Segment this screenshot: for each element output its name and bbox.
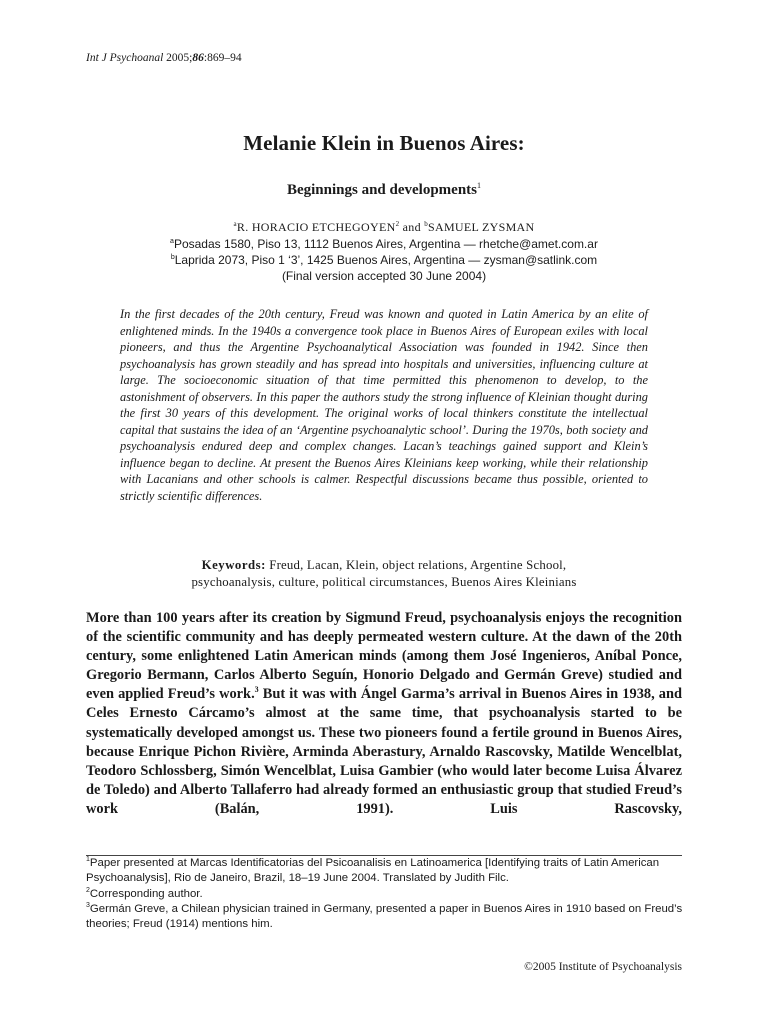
affiliation-text: Posadas 1580, Piso 13, 1112 Buenos Aires, Argentina — rhetche@amet.com.ar	[173, 237, 598, 251]
author-line	[0, 220, 768, 235]
journal-year: 2005;	[166, 52, 193, 64]
author-name: SAMUEL ZYSMAN	[428, 220, 535, 234]
footnote-marker: 3	[86, 902, 90, 910]
copyright-notice: ©2005 Institute of Psychoanalysis	[524, 961, 682, 973]
footnote-marker: 3	[254, 685, 259, 695]
accepted-date: (Final version accepted 30 June 2004)	[281, 269, 487, 283]
journal-pages: :869–94	[203, 52, 242, 64]
affiliation-b	[0, 253, 768, 267]
footnote-marker: 1	[86, 856, 90, 864]
journal-citation	[86, 52, 242, 64]
affiliation-text: Laprida 2073, Piso 1 ‘3’, 1425 Buenos Aires, Argentina — zysman@satlink.com	[174, 253, 598, 267]
author-name: R. HORACIO ETCHEGOYEN	[236, 220, 396, 234]
keywords-line-1	[0, 558, 768, 573]
article-title: Melanie Klein in Buenos Aires:	[243, 131, 525, 155]
journal-volume: 86	[192, 52, 204, 64]
affiliation-marker: b	[170, 254, 175, 261]
footnote-2	[86, 887, 686, 902]
article-subtitle	[0, 181, 768, 199]
affiliation-marker: b	[424, 220, 429, 228]
author-conjunction: and	[399, 220, 425, 234]
footnote-marker: 2	[395, 220, 400, 228]
footnote-3	[86, 902, 686, 933]
keywords-label: Keywords:	[201, 558, 266, 572]
affiliation-a	[0, 237, 768, 251]
footnote-1	[86, 856, 686, 887]
body-paragraph	[86, 609, 682, 819]
footnote-text: Germán Greve, a Chilean physician trained in Germany, presented a paper in Buenos Aires in 1910 based on Freud’s theories; Freud (1914) mentions him.	[86, 902, 683, 931]
body-text: But it was with Ángel Garma’s arrival in Buenos Aires in 1938, and Celes Ernesto Cárcamo’s almost at the same time, that psychoanalysis started to be systematically developed amongst us. These two pioneers found a fertile ground in Buenos Aires, because Enrique Pichon Rivière, Arminda Aberastury, Arnaldo Rascovsky, Matilde Wencelblat, Teodoro Schlossberg, Simón Wencelblat, Luisa Gambier (who would later become Luisa Álvarez de Toledo) and Alberto Tallaferro had already formed an enthusiastic group that studied Freud’s work (Balán, 1991). Luis Rascovsky,	[86, 686, 682, 817]
journal-name: Int J Psychoanal	[86, 52, 164, 64]
footnote-text: Corresponding author.	[89, 887, 203, 900]
abstract: In the first decades of the 20th century, Freud was known and quoted in Latin America by an elite of enlightened minds. In the 1940s a convergence took place in Buenos Aires of European exiles with local pioneers, and thus the Argentine Psychoanalytical Association was founded in 1942. Since then psychoanalysis has grown steadily and has spread into hospitals and universities, influencing culture at large. The socioeconomic situation of that time permitted this phenomenon to develop, to the astonishment of observers. In this paper the authors study the strong influence of Kleinian thought during the first 30 years of this development. The original works of local thinkers constitute the intellectual capital that sustains the idea of an ‘Argentine psychoanalytic school’. During the 1970s, both society and psychoanalysis endured deep and complex changes. Lacan’s teachings gained support and Klein’s influence began to decline. At present the Buenos Aires Kleinians keep working, while their relationship with Lacanians and other schools is calmer. Respectful discussions became thus possible, oriented to strictly scientific differences.	[120, 307, 648, 503]
footnote-text: Paper presented at Marcas Identificatorias del Psicoanalisis en Latinoamerica [Identifying traits of Latin American Psychoanalysis], Rio de Janeiro, Brazil, 18–19 June 2004. Translated by Judith Filc.	[86, 857, 660, 885]
keywords-text: Freud, Lacan, Klein, object relations, Argentine School,	[265, 558, 567, 572]
affiliation-marker: a	[233, 220, 237, 228]
footnote-marker: 1	[477, 181, 482, 190]
subtitle-text: Beginnings and developments	[286, 182, 478, 198]
footnotes	[86, 856, 686, 932]
footnote-marker: 2	[86, 886, 90, 894]
affiliation-marker: a	[170, 238, 174, 245]
keywords-line-2: psychoanalysis, culture, political circumstances, Buenos Aires Kleinians	[191, 575, 577, 589]
body-text: More than 100 years after its creation by Sigmund Freud, psychoanalysis enjoys the recognition of the scientific community and has deeply permeated western culture. At the dawn of the 20th century, some enlightened Latin American minds (among them José Ingenieros, Aníbal Ponce, Gregorio Bermann, Carlos Alberto Seguín, Honorio Delgado and Germán Greve) studied and even applied Freud’s work.	[86, 610, 682, 703]
